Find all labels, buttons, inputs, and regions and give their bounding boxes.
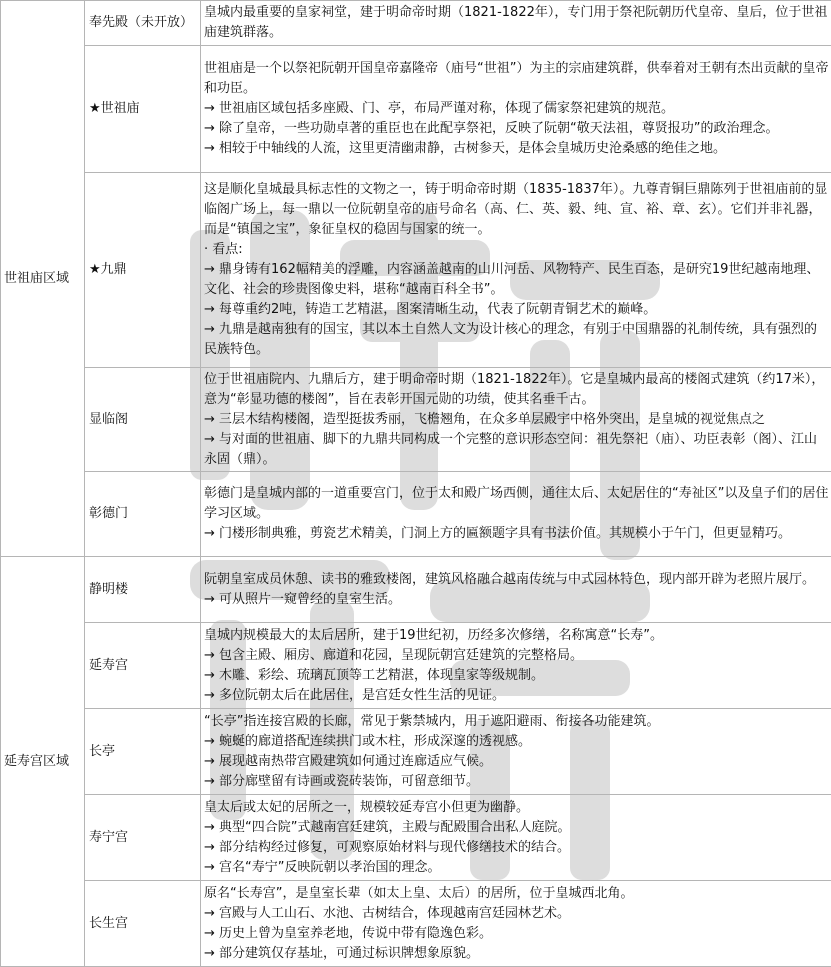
site-name-cell bbox=[85, 368, 201, 472]
table-row bbox=[1, 368, 831, 472]
description-line: → 可从照片一窥曾经的皇室生活。 bbox=[204, 590, 829, 610]
description-line: → 部分建筑仅存基址，可通过标识牌想象原貌。 bbox=[204, 944, 829, 964]
site-name: 显临阁 bbox=[89, 412, 128, 427]
site-description bbox=[201, 173, 831, 368]
description-line: → 相较于中轴线的人流，这里更清幽肃静，古树参天，是体会皇城历史沧桑感的绝佳之地。 bbox=[204, 139, 829, 159]
description-line: 皇太后或太妃的居所之一，规模较延寿宫小但更为幽静。 bbox=[204, 798, 829, 818]
description-line: 皇城内规模最大的太后居所，建于19世纪初，历经多次修缮，名称寓意“长寿”。 bbox=[204, 626, 829, 646]
description-line: → 多位阮朝太后在此居住，是宫廷女性生活的见证。 bbox=[204, 686, 829, 706]
table-row bbox=[1, 46, 831, 173]
site-description bbox=[201, 795, 831, 881]
description-line: “长亭”指连接宫殿的长廊，常见于紫禁城内，用于遮阳避雨、衔接各功能建筑。 bbox=[204, 712, 829, 732]
description-line: → 宫名“寿宁”反映阮朝以孝治国的理念。 bbox=[204, 858, 829, 878]
site-name-cell bbox=[85, 472, 201, 557]
site-name-cell bbox=[85, 709, 201, 795]
site-name: 长生宫 bbox=[89, 916, 128, 931]
description-line: → 门楼形制典雅，剪瓷艺术精美，门洞上方的匾额题字具有书法价值。其规模小于午门，但更显精巧。 bbox=[204, 524, 829, 544]
description-line: → 三层木结构楼阁，造型挺拔秀丽，飞檐翘角，在众多单层殿宇中格外突出，是皇城的视觉焦点之 bbox=[204, 410, 829, 430]
description-line: → 与对面的世祖庙、脚下的九鼎共同构成一个完整的意识形态空间：祖先祭祀（庙）、功臣表彰（阁）、江山永固（鼎）。 bbox=[204, 430, 829, 470]
area-label: 延寿宫区域 bbox=[4, 754, 69, 769]
site-name-cell bbox=[85, 46, 201, 173]
description-line: → 包含主殿、厢房、廊道和花园，呈现阮朝宫廷建筑的完整格局。 bbox=[204, 646, 829, 666]
site-name-cell bbox=[85, 881, 201, 967]
site-description bbox=[201, 709, 831, 795]
site-name: ★九鼎 bbox=[89, 262, 127, 277]
description-line: → 宫殿与人工山石、水池、古树结合，体现越南宫廷园林艺术。 bbox=[204, 904, 829, 924]
description-line: 彰德门是皇城内部的一道重要宫门，位于太和殿广场西侧，通往太后、太妃居住的“寿祉区”以及皇子们的居住学习区域。 bbox=[204, 484, 829, 524]
site-description bbox=[201, 623, 831, 709]
site-description bbox=[201, 368, 831, 472]
description-line: → 世祖庙区域包括多座殿、门、亭，布局严谨对称，体现了儒家祭祀建筑的规范。 bbox=[204, 99, 829, 119]
area-cell bbox=[1, 1, 85, 557]
description-line: 世祖庙是一个以祭祀阮朝开国皇帝嘉隆帝（庙号“世祖”）为主的宗庙建筑群，供奉着对王朝有杰出贡献的皇帝和功臣。 bbox=[204, 59, 829, 99]
table-row bbox=[1, 472, 831, 557]
description-line: → 展现越南热带宫殿建筑如何通过连廊适应气候。 bbox=[204, 752, 829, 772]
description-line: → 部分廊壁留有诗画或瓷砖装饰，可留意细节。 bbox=[204, 772, 829, 792]
table-row bbox=[1, 623, 831, 709]
table-row bbox=[1, 709, 831, 795]
description-line: 阮朝皇室成员休憩、读书的雅致楼阁，建筑风格融合越南传统与中式园林特色，现内部开辟为老照片展厅。 bbox=[204, 570, 829, 590]
table-row bbox=[1, 795, 831, 881]
site-description bbox=[201, 881, 831, 967]
site-name-cell bbox=[85, 795, 201, 881]
description-line: → 蜿蜒的廊道搭配连续拱门或木柱，形成深邃的透视感。 bbox=[204, 732, 829, 752]
site-description bbox=[201, 1, 831, 46]
description-line: → 部分结构经过修复，可观察原始材料与现代修缮技术的结合。 bbox=[204, 838, 829, 858]
table-row bbox=[1, 1, 831, 46]
site-name: 寿宁宫 bbox=[89, 830, 128, 845]
site-description bbox=[201, 46, 831, 173]
site-description bbox=[201, 557, 831, 623]
description-line: 这是顺化皇城最具标志性的文物之一，铸于明命帝时期（1835-1837年）。九尊青铜巨鼎陈列于世祖庙前的显临阁广场上，每一鼎以一位阮朝皇帝的庙号命名（高、仁、英、毅、纯、宣、裕、章、玄）。它们并非礼器，而是“镇国之宝”，象征皇权的稳固与国家的统一。 bbox=[204, 180, 829, 240]
description-line: 原名“长寿宫”，是皇室长辈（如太上皇、太后）的居所，位于皇城西北角。 bbox=[204, 884, 829, 904]
area-label: 世祖庙区域 bbox=[4, 271, 69, 286]
description-line: → 九鼎是越南独有的国宝，其以本土自然人文为设计核心的理念，有别于中国鼎器的礼制传统，具有强烈的民族特色。 bbox=[204, 320, 829, 360]
site-name-cell bbox=[85, 173, 201, 368]
site-name: 奉先殿（未开放） bbox=[89, 15, 193, 30]
site-name-cell bbox=[85, 623, 201, 709]
table-row bbox=[1, 173, 831, 368]
description-line: → 历史上曾为皇室养老地，传说中带有隐逸色彩。 bbox=[204, 924, 829, 944]
table-row bbox=[1, 881, 831, 967]
site-description bbox=[201, 472, 831, 557]
site-name: 彰德门 bbox=[89, 506, 128, 521]
description-line: 皇城内最重要的皇家祠堂，建于明命帝时期（1821-1822年），专门用于祭祀阮朝历代皇帝、皇后，位于世祖庙建筑群落。 bbox=[204, 3, 829, 43]
site-name: 延寿宫 bbox=[89, 658, 128, 673]
site-name: 长亭 bbox=[89, 744, 115, 759]
description-line: → 鼎身铸有162幅精美的浮雕，内容涵盖越南的山川河岳、风物特产、民生百态，是研究19世纪越南地理、文化、社会的珍贵图像史料，堪称“越南百科全书”。 bbox=[204, 260, 829, 300]
description-line: → 典型“四合院”式越南宫廷建筑，主殿与配殿围合出私人庭院。 bbox=[204, 818, 829, 838]
description-line: · 看点: bbox=[204, 240, 829, 260]
description-line: → 木雕、彩绘、琉璃瓦顶等工艺精湛，体现皇家等级规制。 bbox=[204, 666, 829, 686]
site-name: ★世祖庙 bbox=[89, 101, 140, 116]
table-row bbox=[1, 557, 831, 623]
site-name: 静明楼 bbox=[89, 582, 128, 597]
site-name-cell bbox=[85, 557, 201, 623]
area-cell bbox=[1, 557, 85, 967]
site-name-cell bbox=[85, 1, 201, 46]
description-line: 位于世祖庙院内、九鼎后方，建于明命帝时期（1821-1822年）。它是皇城内最高的楼阁式建筑（约17米），意为“彰显功德的楼阁”，旨在表彰开国元勋的功绩，使其名垂千古。 bbox=[204, 370, 829, 410]
description-line: → 除了皇帝，一些功勋卓著的重臣也在此配享祭祀，反映了阮朝“敬天法祖，尊贤报功”的政治理念。 bbox=[204, 119, 829, 139]
description-line: → 每尊重约2吨，铸造工艺精湛，图案清晰生动，代表了阮朝青铜艺术的巅峰。 bbox=[204, 300, 829, 320]
